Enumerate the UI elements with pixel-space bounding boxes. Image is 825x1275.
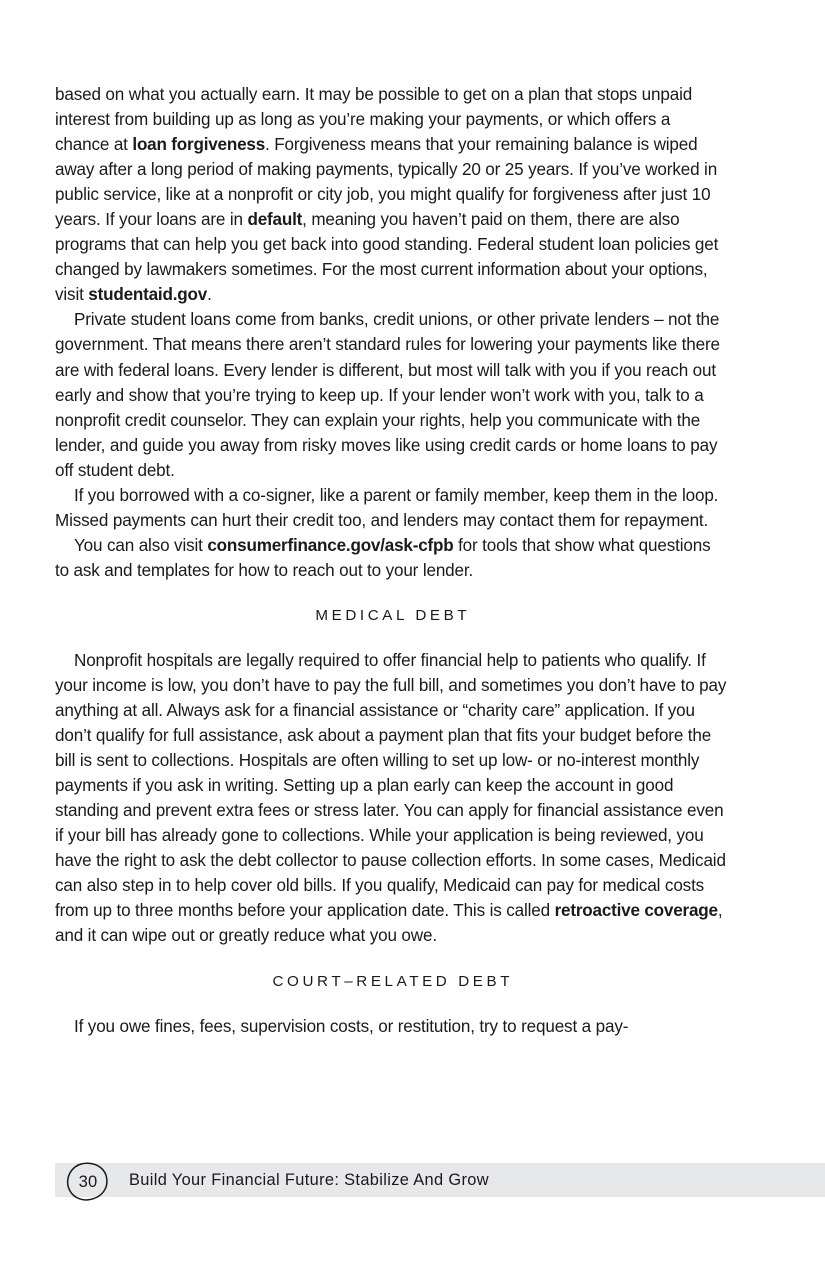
paragraph-court-related-debt: If you owe fines, fees, supervision costs, or restitution, try to request a pay- [74, 1016, 629, 1036]
page-number-badge [62, 1160, 114, 1204]
term-default: default [247, 210, 303, 230]
paragraph-private-student-loans: Private student loans come from banks, credit unions, or other private lenders – not the government. That means there aren’t standard rules for lowering your payments like there are with federal loans. Every lender is different, but most will talk with you if you reach out early and show that you’re trying to keep up. If your lender won’t work with you, talk to a nonprofit credit counselor. They can explain your rights, help you communicate with the lender, and guide you away from risky moves like using credit cards or home loans to pay off student debt. [55, 310, 720, 480]
term-retroactive-coverage: retroactive coverage [554, 901, 718, 921]
spacer [55, 949, 727, 973]
spacer [55, 624, 727, 648]
paragraph-text-run: for tools that show what questions to ask and templates for how to reach out to your lender. [55, 535, 711, 580]
paragraph-text-run: Nonprofit hospitals are legally required to offer financial help to patients who qualify. If your income is low, you don’t have to pay the full bill, and sometimes you don’t have to pay anything at all. Always ask for a financial assistance or “charity care” application. If you don’t qualify for full assistance, ask about a payment plan that fits your budget before the bill is sent to collections. Hospitals are often willing to set up low- or no-interest monthly payments if you ask in writing. Setting up a plan early can keep the account in good standing and prevent extra fees or stress later. You can apply for financial assistance even if your bill has already gone to collections. While your application is being reviewed, you have the right to ask the debt collector to pause collection efforts. In some cases, Medicaid can also step in to help cover old bills. If you qualify, Medicaid can pay for medical costs from up to three months before your application date. This is called [55, 650, 727, 921]
paragraph-text-run: , meaning you haven’t paid on them, there are also programs that can help you get back into good standing. Federal student loan policies get changed by lawmakers sometimes. For the most current information about your options, visit [55, 210, 719, 305]
heading-court-related-debt: COURT–RELATED DEBT [272, 972, 514, 990]
page-content [55, 82, 727, 1039]
term-studentaid-gov: studentaid.gov [88, 285, 208, 305]
paragraph-co-signer: If you borrowed with a co-signer, like a parent or family member, keep them in the loop. Missed payments can hurt their credit too, and lenders may contact them for repayment. [55, 485, 719, 530]
paragraph-consumerfinance [55, 533, 727, 583]
page-number-text: 30 [78, 1172, 98, 1191]
heading-medical-debt: MEDICAL DEBT [315, 606, 471, 624]
paragraph-text-run: , and it can wipe out or greatly reduce what you owe. [55, 901, 723, 946]
spacer [55, 583, 727, 607]
term-loan-forgiveness: loan forgiveness [132, 135, 266, 155]
footer-book-title: Build Your Financial Future: Stabilize And Grow [129, 1171, 489, 1189]
paragraph-text-run: based on what you actually earn. It may be possible to get on a plan that stops unpaid interest from building up as long as you’re making your payments, or which offers a chance at [55, 85, 693, 155]
spacer [55, 990, 727, 1014]
paragraph-student-loan-forgiveness [55, 82, 727, 307]
paragraph-text-run: You can also visit [74, 535, 208, 555]
paragraph-text-run: . [207, 285, 212, 305]
paragraph-medical-debt [55, 648, 727, 949]
term-consumerfinance-url: consumerfinance.gov/ask-cfpb [207, 535, 454, 555]
paragraph-text-run: . Forgiveness means that your remaining balance is wiped away after a long period of making payments, typically 20 or 25 years. If you’ve worked in public service, like at a nonprofit or city job, you might qualify for forgiveness after just 10 years. If your loans are in [55, 135, 718, 230]
